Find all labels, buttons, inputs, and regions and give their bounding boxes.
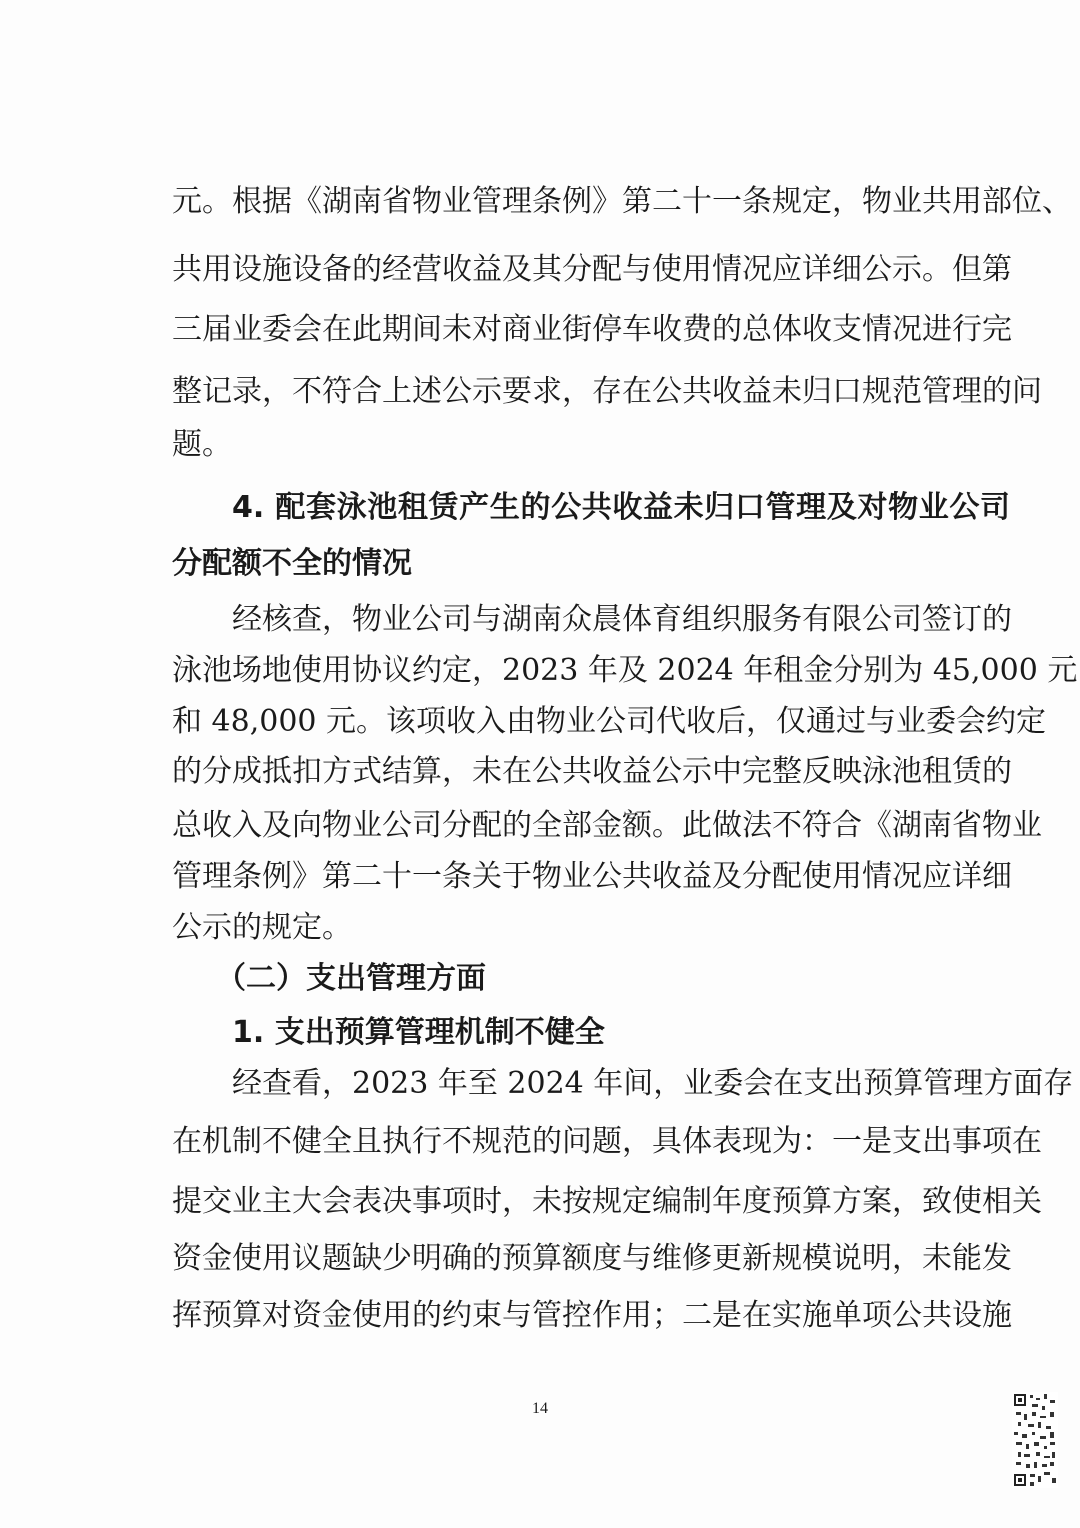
body-line: 整记录，不符合上述公示要求，存在公共收益未归口规范管理的问	[172, 374, 1042, 409]
subsection-heading: 1. 支出预算管理机制不健全	[232, 1015, 605, 1050]
body-line: 资金使用议题缺少明确的预算额度与维修更新规模说明，未能发	[172, 1241, 1012, 1276]
body-line: 共用设施设备的经营收益及其分配与使用情况应详细公示。但第	[172, 252, 1012, 287]
body-line: 管理条例》第二十一条关于物业公共收益及分配使用情况应详细	[172, 859, 1012, 894]
body-line: 泳池场地使用协议约定，2023 年及 2024 年租金分别为 45,000 元	[172, 653, 1078, 688]
body-line: 三届业委会在此期间未对商业街停车收费的总体收支情况进行完	[172, 312, 1012, 347]
body-line: 挥预算对资金使用的约束与管控作用；二是在实施单项公共设施	[172, 1298, 1012, 1333]
body-line: 的分成抵扣方式结算，未在公共收益公示中完整反映泳池租赁的	[172, 754, 1012, 789]
body-line: 在机制不健全且执行不规范的问题，具体表现为：一是支出事项在	[172, 1124, 1042, 1159]
body-line: 总收入及向物业公司分配的全部金额。此做法不符合《湖南省物业	[172, 808, 1042, 843]
body-line: 公示的规定。	[172, 910, 352, 945]
section-heading: （二）支出管理方面	[216, 961, 486, 996]
section-heading: 分配额不全的情况	[172, 546, 412, 581]
body-line: 题。	[172, 427, 232, 462]
page-number: 14	[532, 1400, 548, 1417]
body-line: 元。根据《湖南省物业管理条例》第二十一条规定，物业共用部位、	[172, 184, 1072, 219]
section-heading: 4. 配套泳池租赁产生的公共收益未归口管理及对物业公司	[232, 490, 1010, 525]
body-line: 提交业主大会表决事项时，未按规定编制年度预算方案，致使相关	[172, 1184, 1042, 1219]
body-line: 经核查，物业公司与湖南众晨体育组织服务有限公司签订的	[232, 602, 1012, 637]
body-line: 和 48,000 元。该项收入由物业公司代收后，仅通过与业委会约定	[172, 704, 1047, 739]
body-line: 经查看，2023 年至 2024 年间，业委会在支出预算管理方面存	[232, 1066, 1074, 1101]
qr-code-icon	[1012, 1392, 1058, 1488]
